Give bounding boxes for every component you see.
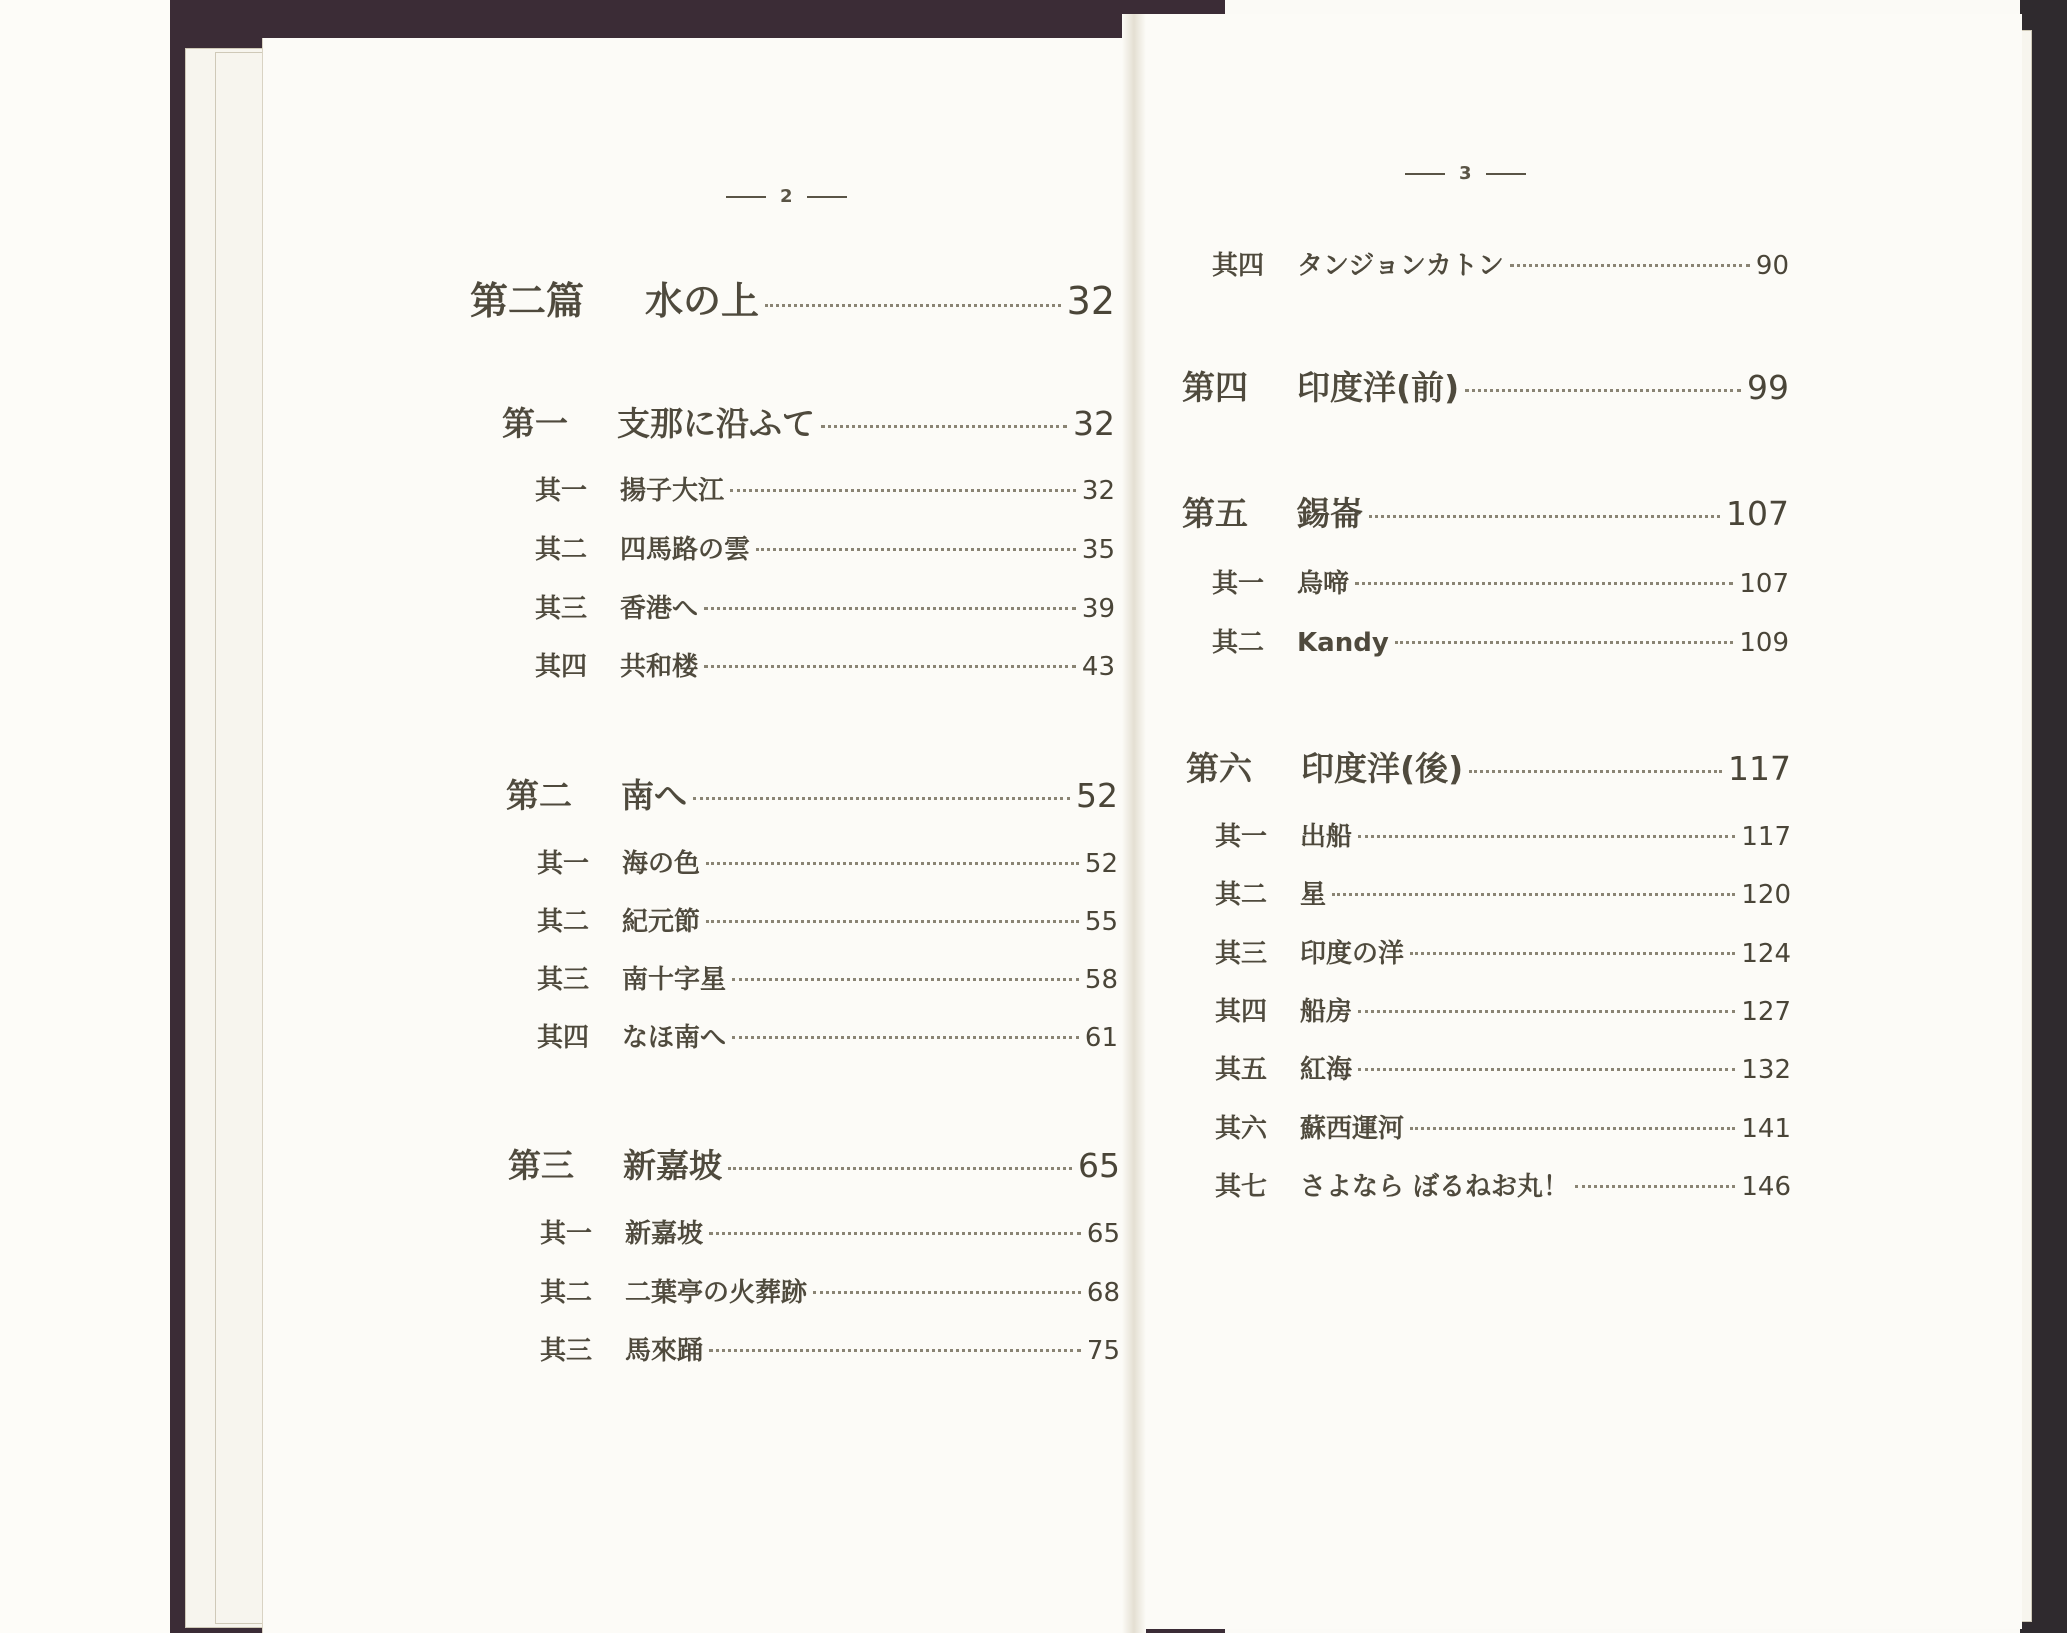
toc-chapter-entry: 第四 印度洋(前) 99 (1182, 368, 1789, 407)
toc-section-entry: 其二 紀元節 55 (537, 907, 1118, 937)
toc-section-entry: 其一 烏啼 107 (1212, 569, 1789, 599)
toc-section-entry: 其七 さよなら ぼるねお丸！ 146 (1215, 1172, 1791, 1202)
toc-section-entry: 其四 船房 127 (1215, 997, 1791, 1027)
page-number: 3 (1405, 163, 1526, 184)
toc-section-entry: 其三 印度の洋 124 (1215, 939, 1791, 969)
toc-section-entry: 其四 なほ南へ 61 (537, 1023, 1118, 1053)
page-number: 2 (726, 186, 847, 207)
toc-chapter-entry: 第一 支那に沿ふて 32 (502, 404, 1115, 443)
toc-section-entry: 其一 新嘉坡 65 (540, 1219, 1120, 1249)
toc-section-entry: 其一 出船 117 (1215, 822, 1791, 852)
toc-section-entry: 其四 共和楼 43 (535, 652, 1115, 682)
toc-chapter-entry: 第五 錫崙 107 (1182, 494, 1789, 533)
toc-chapter-entry: 第二 南へ 52 (506, 776, 1118, 815)
background-surface (0, 0, 170, 1633)
toc-section-entry: 其五 紅海 132 (1215, 1055, 1791, 1085)
toc-part-entry (470, 270, 1115, 325)
toc-section-entry: 其二 星 120 (1215, 880, 1791, 910)
page-ref: 32 (1066, 279, 1115, 323)
dot-leader (765, 304, 1061, 307)
toc-section-entry: 其一 揚子大江 32 (535, 476, 1115, 506)
toc-section-entry: 其三 香港へ 39 (535, 594, 1115, 624)
toc-section-entry: 其二 四馬路の雲 35 (535, 535, 1115, 565)
toc-section-entry: 其二 二葉亭の火葬跡 68 (540, 1278, 1120, 1308)
book-gutter (1122, 14, 1146, 1633)
part-label: 第二篇 (470, 279, 585, 323)
toc-section-entry: 其一 海の色 52 (537, 849, 1118, 879)
toc-section-entry: 其三 南十字星 58 (537, 965, 1118, 995)
toc-chapter-entry: 第六 印度洋(後) 117 (1186, 749, 1791, 788)
toc-section-entry: 其四 タンジョンカトン 90 (1212, 251, 1789, 281)
toc-section-entry: 其六 蘇西運河 141 (1215, 1114, 1791, 1144)
toc-chapter-entry: 第三 新嘉坡 65 (508, 1146, 1120, 1185)
toc-section-entry: 其二 Kandy 109 (1212, 628, 1789, 658)
toc-section-entry: 其三 馬來踊 75 (540, 1336, 1120, 1366)
part-title: 水の上 (645, 279, 760, 323)
